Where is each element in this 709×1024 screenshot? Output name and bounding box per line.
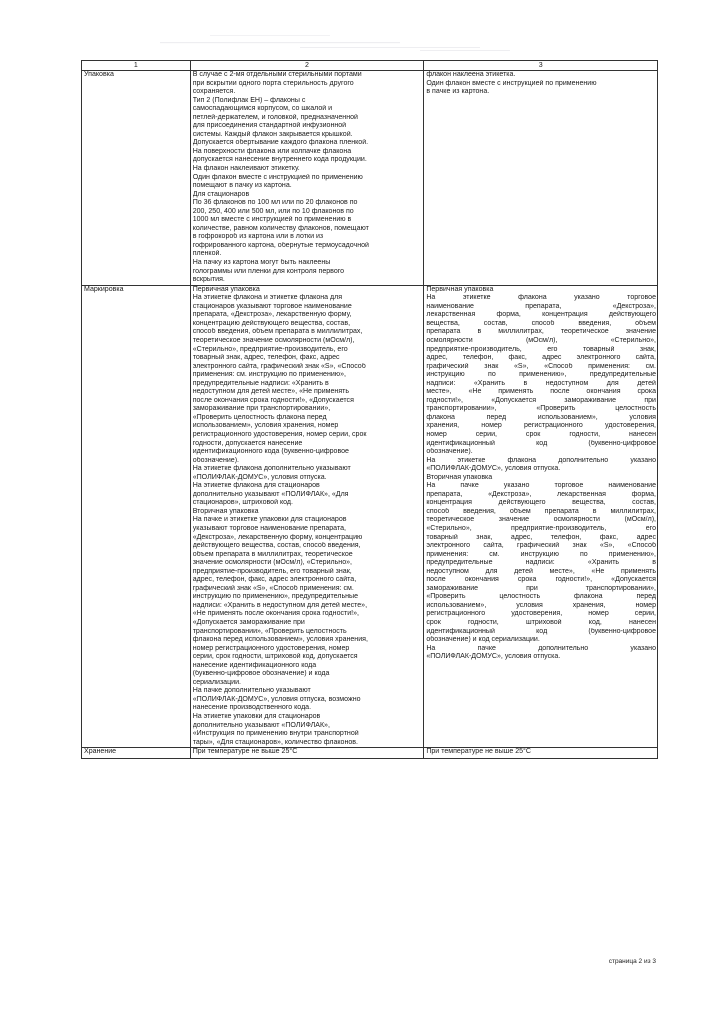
text-line: вскрытия.: [192, 276, 225, 284]
header-col-1: 1: [82, 61, 191, 71]
text-line: Вторичная упаковка: [426, 473, 493, 481]
text-line: «ПОЛИФЛАК-ДОМУС», условия отпуска, возможно: [192, 695, 361, 703]
text-line: препарата, «Декстроза», лекарственная форма,: [426, 490, 656, 498]
text-line: надписи: «Хранить в недоступном для детей: [426, 379, 656, 387]
text-line: использованием», условия хранения, номер: [426, 601, 656, 609]
text-line: номер серии, срок годности, нанесен: [426, 430, 656, 438]
text-line: предупредительные надписи: «Хранить в: [426, 559, 656, 567]
row-storage: [82, 748, 658, 759]
text-line: На пачке дополнительно указано: [426, 644, 656, 652]
text-line: осмолярности (мОсм/л), «Стерильно»,: [426, 336, 656, 344]
text-line: петлей-держателем, и головкой, предназначенной: [192, 113, 358, 121]
text-line: срок годности, штриховой код, нанесен: [426, 619, 656, 626]
text-line: транспортировании», «Проверить целостность: [426, 405, 656, 413]
text-line: Для стационаров: [192, 190, 250, 198]
text-line: предприятие-производитель, его товарный знак,: [426, 345, 656, 353]
row-label-marking: Маркировка: [82, 285, 191, 748]
text-line: предприятие-производитель, его товарный знак,: [192, 567, 352, 575]
text-line: после окончания срока годности!», «Допускается: [192, 396, 354, 404]
text-line: препарата, «Декстроза», лекарственную форму,: [192, 311, 352, 319]
text-line: нанесение производственного кода.: [192, 704, 312, 712]
text-line: количестве, равном количеству флаконов, помещают: [192, 224, 369, 232]
text-line: товарный знак, адрес, телефон, факс, адрес: [426, 533, 656, 541]
text-line: концентрацию действующего вещества, состав,: [192, 319, 351, 327]
text-line: при вскрытии одного порта стерильность другого: [192, 79, 354, 87]
text-line: На поверхности флакона или колпачке флакона: [192, 147, 352, 155]
header-col-3: 3: [424, 61, 658, 71]
packaging-col3-text: [426, 71, 656, 97]
text-line: На этикетке флакона и этикетке флакона для: [192, 294, 343, 302]
text-line: идентификационного кода (буквенно-цифровое: [192, 448, 349, 456]
text-line: По 36 флаконов по 100 мл или по 20 флаконов по: [192, 199, 358, 207]
marking-col3-text: [426, 286, 656, 662]
packaging-col3: [424, 71, 658, 286]
text-line: «ПОЛИФЛАК-ДОМУС», условия отпуска.: [426, 465, 561, 473]
row-label-storage: Хранение: [82, 748, 191, 759]
text-line: товарный знак, адрес, телефон, факс, адрес: [192, 354, 340, 362]
row-label-packaging: Упаковка: [82, 71, 191, 286]
text-line: Первичная упаковка: [426, 285, 494, 293]
text-line: теоретическое значение осмолярности (мОсм/л),: [426, 516, 656, 524]
text-line: стационаров», штриховой код.: [192, 499, 293, 507]
text-line: Первичная упаковка: [192, 285, 260, 293]
text-line: действующего вещества, состав, способ введения,: [192, 542, 361, 550]
text-line: самоспадающимся корпусом, со шкалой и: [192, 105, 333, 113]
text-line: годности, допускается нанесение: [192, 439, 303, 447]
text-line: «Инструкция по применению внутри транспортной: [192, 730, 359, 738]
text-line: Тип 2 (Полифлак ЕН) – флаконы с: [192, 96, 306, 104]
text-line: «Стерильно», предприятие-производитель, его: [192, 345, 348, 353]
marking-col2: [190, 285, 424, 748]
text-line: номер регистрационного удостоверения, номер: [192, 644, 350, 652]
text-line: вещества, состав, способ введения, объем: [426, 319, 656, 327]
text-line: регистрационного удостоверения, номер серии,: [426, 610, 656, 618]
text-line: обозначение).: [426, 448, 473, 456]
row-packaging: [82, 71, 658, 286]
text-line: Допускается обертывание каждого флакона пленкой.: [192, 139, 369, 147]
text-line: идентификационный код (буквенно-цифровое: [426, 439, 656, 447]
text-line: флакон наклеена этикетка.: [426, 71, 516, 78]
text-line: допускается нанесение внутреннего кода продукции.: [192, 156, 367, 164]
text-line: обозначение).: [192, 456, 240, 464]
storage-col3: При температуре не выше 25°C: [424, 748, 658, 759]
text-line: идентификационный код (буквенно-цифровое: [426, 627, 656, 635]
document-table: [81, 60, 658, 759]
text-line: адрес, телефон, факс, адрес электронного сайта,: [192, 576, 357, 584]
text-line: пленкой.: [192, 250, 222, 258]
text-line: дополнительно указывают «ПОЛИФЛАК», «Для: [192, 490, 349, 498]
text-line: «Допускается замораживание при: [192, 619, 305, 626]
text-line: Один флакон вместе с инструкцией по применению: [192, 173, 363, 181]
text-line: флакона перед использованием», условия: [426, 413, 656, 421]
text-line: способ введения, объем препарата в миллилитрах,: [192, 328, 363, 336]
text-line: «Проверить целостность флакона перед: [192, 413, 327, 421]
text-line: значение осмолярности (мОсм/л), «Стерильно»,: [192, 559, 352, 567]
text-line: способ введения, объем препарата в миллилитрах,: [426, 507, 656, 515]
text-line: обозначение) и код сериализации.: [426, 636, 540, 644]
text-line: На этикетке флакона дополнительно указано: [426, 456, 656, 464]
text-line: Вторичная упаковка: [192, 507, 259, 515]
text-line: применения: см. инструкцию по применению»,: [192, 371, 346, 379]
text-line: регистрационного удостоверения, номер серии, срок: [192, 430, 367, 438]
text-line: недоступном для детей месте», «Не применять: [192, 388, 350, 396]
text-line: тары», «Для стационаров», количество флаконов.: [192, 738, 358, 746]
storage-col2: При температуре не выше 25°C: [190, 748, 424, 759]
text-line: графический знак «S», «Способ применения: см.: [426, 362, 656, 370]
text-line: лекарственная форма, концентрация действующего: [426, 311, 656, 319]
text-line: «Декстроза», лекарственную форму, концентрацию: [192, 533, 363, 541]
text-line: помещают в пачку из картона.: [192, 182, 292, 190]
text-line: месте», «Не применять после окончания срока: [426, 388, 656, 396]
packaging-col2-text: [193, 71, 423, 285]
text-line: На флакон наклеивают этикетку.: [192, 165, 300, 173]
text-line: инструкцию по применению», предупредительные: [426, 371, 656, 379]
text-line: в пачке из картона.: [426, 88, 490, 96]
text-line: концентрация действующего вещества, состав,: [426, 499, 656, 507]
text-line: годности!», «Допускается замораживание при: [426, 396, 656, 404]
text-line: (буквенно-цифровое обозначение) и кода: [192, 670, 330, 678]
scan-artifacts: [0, 0, 709, 60]
row-marking: [82, 285, 658, 748]
text-line: электронного сайта, графический знак «S», «Способ: [192, 362, 366, 370]
text-line: 1000 мл вместе с инструкцией по применению в: [192, 216, 352, 224]
text-line: препарата в миллилитрах, теоретическое значение: [426, 328, 656, 336]
packaging-col2: [190, 71, 424, 286]
text-line: транспортировании», «Проверить целостность: [192, 627, 347, 635]
text-line: стационаров указывают торговое наименование: [192, 302, 352, 310]
text-line: серии, срок годности, штриховой код, допускается: [192, 653, 358, 661]
text-line: На этикетке флакона дополнительно указывают: [192, 465, 351, 473]
text-line: «ПОЛИФЛАК-ДОМУС», условия отпуска.: [426, 653, 561, 661]
text-line: предупредительные надписи: «Хранить в: [192, 379, 329, 387]
text-line: хранения, номер регистрационного удостоверения,: [426, 422, 656, 430]
text-line: адрес, телефон, факс, адрес электронного сайта,: [426, 354, 656, 362]
header-row: [82, 61, 658, 71]
text-line: графический знак «S», «Способ применения: см.: [192, 584, 354, 592]
text-line: «ПОЛИФЛАК-ДОМУС», условия отпуска.: [192, 473, 327, 481]
text-line: голограммы или пленки для контроля первого: [192, 267, 345, 275]
marking-col2-text: [193, 286, 423, 748]
text-line: «Не применять после окончания срока годности!»,: [192, 610, 360, 618]
text-line: электронного сайта, графический знак «S», «Способ: [426, 542, 656, 550]
text-line: инструкцию по применению», предупредительные: [192, 593, 358, 601]
text-line: Один флакон вместе с инструкцией по применению: [426, 79, 597, 87]
text-line: На пачке и этикетке упаковки для стационаров: [192, 516, 347, 524]
marking-col3: [424, 285, 658, 748]
text-line: объем препарата в миллилитрах, теоретическое: [192, 550, 353, 558]
text-line: В случае с 2-мя отдельными стерильными портами: [192, 71, 362, 78]
text-line: На пачку из картона могут быть наклеены: [192, 259, 331, 267]
text-line: «Проверить целостность флакона перед: [426, 593, 656, 601]
text-line: На пачке дополнительно указывают: [192, 687, 311, 695]
text-line: сериализации.: [192, 678, 241, 686]
text-line: На этикетке упаковки для стационаров: [192, 713, 321, 721]
text-line: На этикетке флакона указано торговое: [426, 294, 656, 302]
text-line: надписи: «Хранить в недоступном для детей месте»,: [192, 601, 368, 609]
text-line: замораживание при транспортировании»,: [192, 405, 331, 413]
text-line: использованием», условия хранения, номер: [192, 422, 339, 430]
text-line: недоступном для детей месте», «Не применять: [426, 567, 656, 575]
text-line: применения: см. инструкцию по применению»,: [426, 550, 656, 558]
text-line: наименование препарата, «Декстроза»,: [426, 302, 656, 310]
text-line: «Стерильно», предприятие-производитель, его: [426, 524, 656, 532]
text-line: сохраняется.: [192, 88, 236, 96]
text-line: гофрированного картона, обернутые термоусадочной: [192, 241, 369, 249]
header-col-2: 2: [190, 61, 424, 71]
text-line: 200, 250, 400 или 500 мл, или по 10 флаконов по: [192, 207, 354, 215]
text-line: указывают торговое наименование препарата,: [192, 524, 346, 532]
text-line: нанесение идентификационного кода: [192, 661, 317, 669]
page-number: страница 2 из 3: [608, 958, 656, 965]
text-line: в гофрокороб из картона или в лотки из: [192, 233, 324, 241]
text-line: флакона перед использованием», условия хранения,: [192, 636, 368, 644]
text-line: после окончания срока годности!», «Допускается: [426, 576, 656, 584]
text-line: дополнительно указывают «ПОЛИФЛАК»,: [192, 721, 330, 729]
text-line: На пачке указано торговое наименование: [426, 482, 656, 490]
text-line: На этикетке флакона для стационаров: [192, 482, 320, 490]
text-line: для присоединения стандартной инфузионной: [192, 122, 347, 130]
text-line: замораживание при транспортировании»,: [426, 584, 656, 592]
text-line: системы. Каждый флакон закрывается крышкой.: [192, 130, 353, 138]
text-line: теоретическое значение осмолярности (мОсм/л),: [192, 336, 355, 344]
